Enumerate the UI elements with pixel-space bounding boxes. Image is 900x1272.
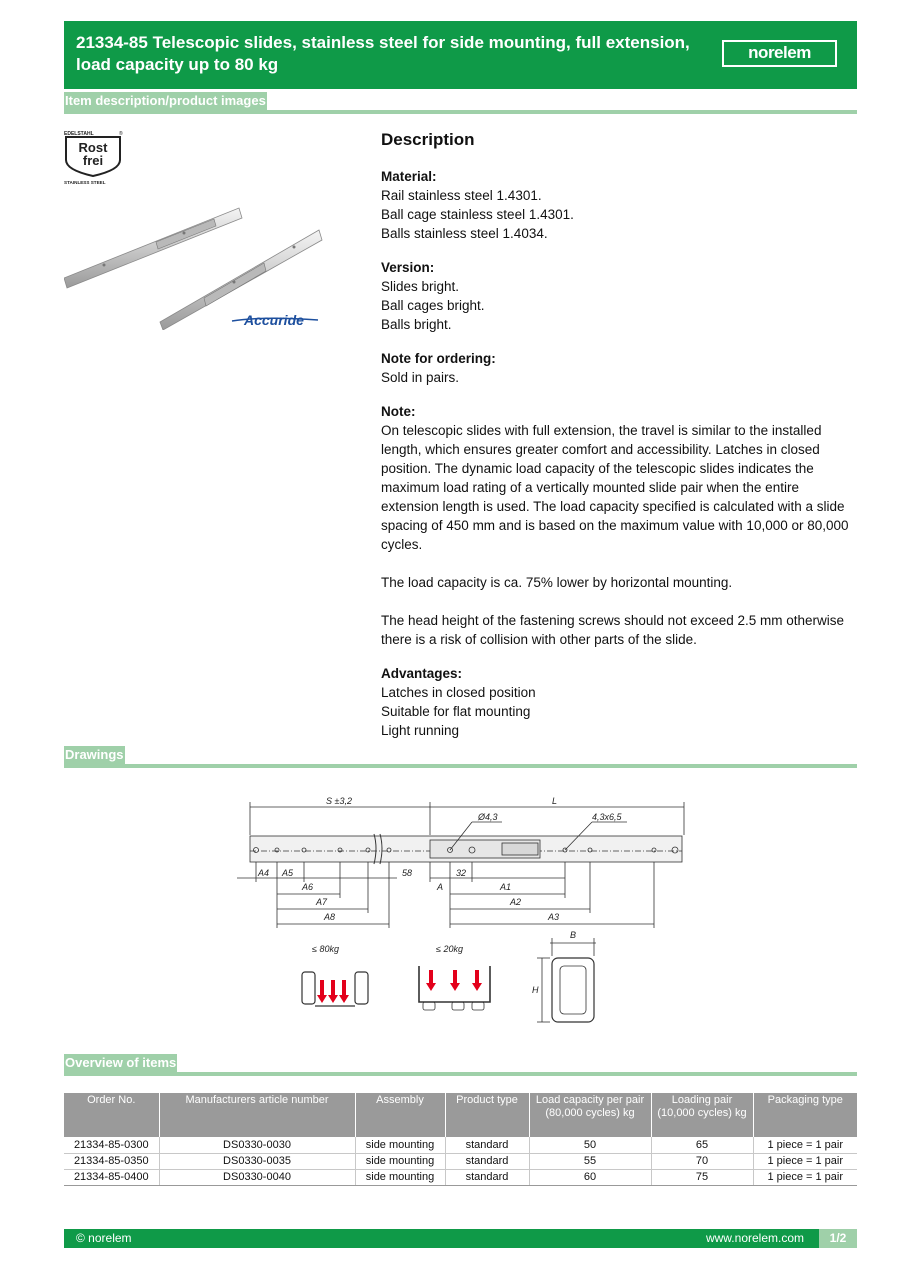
accuride-logo: Accuride xyxy=(244,312,304,328)
cell-assembly: side mounting xyxy=(355,1169,445,1185)
slide-rail-left xyxy=(64,208,242,288)
ordering-label: Note for ordering: xyxy=(381,351,496,366)
cell-order-no: 21334-85-0300 xyxy=(64,1137,159,1153)
cell-packaging-type: 1 piece = 1 pair xyxy=(753,1153,857,1169)
cell-manufacturer-article: DS0330-0040 xyxy=(159,1169,355,1185)
dim-a7: A7 xyxy=(316,897,328,907)
material-block xyxy=(381,167,851,243)
ordering-block xyxy=(381,349,851,387)
note-block xyxy=(381,402,851,649)
section-divider xyxy=(64,764,857,768)
badge-line1: Rost xyxy=(78,140,108,155)
description-title: Description xyxy=(381,130,475,149)
version-label: Version: xyxy=(381,260,435,275)
section-label-product-images: Item description/product images xyxy=(65,93,266,108)
dim-slot: 4,3x6,5 xyxy=(592,812,622,822)
cell-order-no: 21334-85-0400 xyxy=(64,1169,159,1185)
dim-58: 58 xyxy=(402,868,413,878)
dim-a: A xyxy=(437,882,444,892)
badge-line2: frei xyxy=(82,153,104,168)
col-loading-pair: Loading pair (10,000 cycles) kg xyxy=(651,1093,753,1137)
section-label-overview: Overview of items xyxy=(65,1055,177,1070)
cell-order-no: 21334-85-0350 xyxy=(64,1153,159,1169)
cell-loading-pair: 75 xyxy=(651,1169,753,1185)
advantage-item: Light running xyxy=(381,723,460,738)
advantage-item: Latches in closed position xyxy=(381,685,536,700)
website-link[interactable]: www.norelem.com xyxy=(705,1231,804,1245)
cell-packaging-type: 1 piece = 1 pair xyxy=(753,1169,857,1185)
material-line: Ball cage stainless steel 1.4301. xyxy=(381,207,574,222)
badge-bottom-text: STAINLESS STEEL xyxy=(64,180,106,185)
version-line: Ball cages bright. xyxy=(381,298,485,313)
col-load-capacity: Load capacity per pair (80,000 cycles) kg xyxy=(529,1093,651,1137)
advantage-item: Suitable for flat mounting xyxy=(381,704,531,719)
material-line: Balls stainless steel 1.4034. xyxy=(381,226,548,241)
load-arrows xyxy=(317,970,482,1003)
load-20kg-label: ≤ 20kg xyxy=(436,944,463,954)
ordering-line: Sold in pairs. xyxy=(381,370,460,385)
advantages-block xyxy=(381,664,851,740)
col-manufacturer-article: Manufacturers article number xyxy=(159,1093,355,1137)
dim-b: B xyxy=(570,930,577,940)
page-number: 1/2 xyxy=(819,1229,857,1248)
material-line: Rail stainless steel 1.4301. xyxy=(381,188,542,203)
dim-a5: A5 xyxy=(282,868,294,878)
col-order-no: Order No. xyxy=(64,1093,159,1137)
cell-assembly: side mounting xyxy=(355,1153,445,1169)
table-row xyxy=(64,1169,857,1185)
dim-h: H xyxy=(532,985,539,995)
dim-32: 32 xyxy=(456,868,467,878)
cell-manufacturer-article: DS0330-0030 xyxy=(159,1137,355,1153)
norelem-logo: norelem xyxy=(722,40,837,67)
page-header xyxy=(64,21,857,89)
copyright-text: © norelem xyxy=(76,1231,132,1245)
cell-packaging-type: 1 piece = 1 pair xyxy=(753,1137,857,1153)
product-image xyxy=(64,200,326,330)
note-paragraph: On telescopic slides with full extension, the travel is similar to the installed length, which ensures greater comfort and accessibility. Latches in closed position. The dynamic load capacity of the telescopic slides indicates the maximum load rating of a vertically mounted slide pair when the entire extension length is used. The load capacity specified is calculated with a slide spacing of 450 mm and is based on the maximum value with 10,000 or 80,000 cycles. xyxy=(381,423,849,552)
dim-a4: A4 xyxy=(258,868,270,878)
section-divider xyxy=(64,110,857,114)
cell-load-capacity: 55 xyxy=(529,1153,651,1169)
section-label-drawings: Drawings xyxy=(65,747,124,762)
note-paragraph: The load capacity is ca. 75% lower by horizontal mounting. xyxy=(381,575,733,590)
items-table xyxy=(64,1093,857,1186)
load-80kg-label: ≤ 80kg xyxy=(312,944,339,954)
advantages-label: Advantages: xyxy=(381,666,463,681)
dim-a2: A2 xyxy=(510,897,522,907)
cell-product-type: standard xyxy=(445,1169,529,1185)
cell-product-type: standard xyxy=(445,1137,529,1153)
technical-drawing xyxy=(232,790,692,1030)
section-divider xyxy=(64,1072,857,1076)
version-line: Balls bright. xyxy=(381,317,452,332)
material-label: Material: xyxy=(381,169,437,184)
cell-loading-pair: 65 xyxy=(651,1137,753,1153)
table-row xyxy=(64,1137,857,1153)
col-packaging-type: Packaging type xyxy=(753,1093,857,1137)
table-row xyxy=(64,1153,857,1169)
col-assembly: Assembly xyxy=(355,1093,445,1137)
stainless-steel-badge xyxy=(64,130,126,186)
version-line: Slides bright. xyxy=(381,279,460,294)
cell-assembly: side mounting xyxy=(355,1137,445,1153)
dim-l: L xyxy=(552,796,558,806)
dim-a8: A8 xyxy=(324,912,336,922)
page-footer xyxy=(64,1229,857,1248)
col-product-type: Product type xyxy=(445,1093,529,1137)
note-label: Note: xyxy=(381,404,416,419)
dim-a1: A1 xyxy=(500,882,512,892)
page-title: 21334-85 Telescopic slides, stainless steel for side mounting, full extension, load capacity up to 80 kg xyxy=(76,33,690,74)
note-paragraph: The head height of the fastening screws should not exceed 2.5 mm otherwise there is a risk of collision with other parts of the slide. xyxy=(381,613,845,647)
cell-load-capacity: 60 xyxy=(529,1169,651,1185)
cell-product-type: standard xyxy=(445,1153,529,1169)
badge-top-text: EDELSTAHL xyxy=(64,131,94,137)
description-panel xyxy=(381,130,851,755)
badge-reg-mark: ® xyxy=(119,131,123,137)
cell-manufacturer-article: DS0330-0035 xyxy=(159,1153,355,1169)
table-header-row xyxy=(64,1093,857,1137)
cell-loading-pair: 70 xyxy=(651,1153,753,1169)
dim-s: S ±3,2 xyxy=(326,796,352,806)
dim-a6: A6 xyxy=(302,882,314,892)
version-block xyxy=(381,258,851,334)
dim-hole: Ø4,3 xyxy=(478,812,498,822)
cell-load-capacity: 50 xyxy=(529,1137,651,1153)
dim-a3: A3 xyxy=(548,912,560,922)
